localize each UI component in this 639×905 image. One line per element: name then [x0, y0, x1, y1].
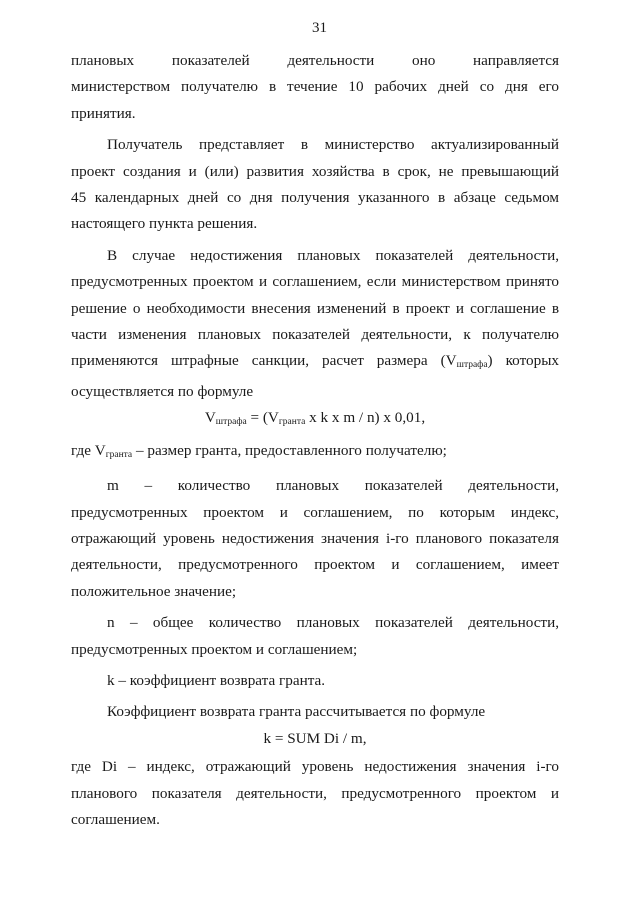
- paragraph-coefficient: [71, 699, 559, 725]
- paragraph-penalty: [71, 243, 559, 405]
- text-line: k – коэффициент возврата гранта.: [107, 671, 326, 689]
- text-line: положительное значение;: [71, 582, 237, 600]
- text-line: проект создания и (или) развития хозяйства в срок, не превышающий: [71, 162, 559, 180]
- text-fragment: где V: [71, 441, 106, 459]
- text-line: деятельности, предусмотренного проектом и соглашением, имеет: [71, 556, 559, 574]
- text-line: настоящего пункта решения.: [71, 215, 258, 233]
- subscript: штрафа: [215, 417, 247, 428]
- paragraph-where-vgrant: [71, 438, 559, 468]
- text-line: Коэффициент возврата гранта рассчитывается по формуле: [107, 703, 486, 721]
- text-line: 45 календарных дней со дня получения указанного в абзаце седьмом: [71, 189, 559, 207]
- text-line: осуществляется по формуле: [71, 382, 254, 400]
- text-line: предусмотренных проектом и соглашением, если министерством принято: [71, 273, 559, 291]
- formula-eq: = (V: [246, 409, 279, 427]
- text-line: m – количество плановых показателей деятельности,: [107, 477, 559, 495]
- text-line: В случае недостижения плановых показателей деятельности,: [107, 246, 559, 264]
- paragraph-continuation: [71, 48, 559, 127]
- text-line: решение о необходимости внесения изменений в проект и соглашение в: [71, 299, 559, 317]
- paragraph-m-definition: [71, 473, 559, 605]
- coefficient-formula: k = SUM Di / m,: [263, 729, 367, 747]
- formula-v: V: [204, 409, 216, 427]
- text-line: планового показателя деятельности, предусмотренного проектом и: [71, 784, 559, 802]
- text-fragment: ) которых: [487, 352, 560, 370]
- text-line: [71, 348, 559, 378]
- text-fragment: применяются штрафные санкции, расчет размера (V: [71, 352, 457, 370]
- text-fragment: – размер гранта, предоставленного получателю;: [132, 441, 447, 459]
- text-line: где Di – индекс, отражающий уровень недостижения значения i-го: [71, 758, 559, 776]
- text-line: n – общее количество плановых показателей деятельности,: [107, 614, 559, 632]
- text-line: отражающий уровень недостижения значения i-го планового показателя: [71, 529, 559, 547]
- text-line: принятия.: [71, 104, 136, 122]
- document-body: [71, 48, 559, 838]
- paragraph-recipient: [71, 132, 559, 238]
- paragraph-di-definition: [71, 754, 559, 833]
- subscript: гранта: [105, 449, 133, 460]
- text-line: [71, 438, 559, 468]
- text-line: соглашением.: [71, 810, 160, 828]
- text-line: предусмотренных проектом и соглашением;: [71, 640, 358, 658]
- text-line: министерством получателю в течение 10 рабочих дней со дня его: [71, 78, 559, 96]
- penalty-formula: [71, 405, 559, 435]
- text-line: предусмотренных проектом и соглашением, по которым индекс,: [71, 503, 559, 521]
- text-line: плановых показателей деятельности оно направляется: [71, 52, 559, 69]
- text-line: части изменения плановых показателей деятельности, к получателю: [71, 326, 559, 344]
- formula-rest: x k x m / n) x 0,01,: [305, 409, 426, 427]
- paragraph-n-definition: [71, 610, 559, 663]
- text-line: Получатель представляет в министерство актуализированный: [107, 136, 559, 154]
- subscript: гранта: [278, 417, 306, 428]
- paragraph-k-definition: [71, 668, 559, 694]
- page-number: 31: [312, 20, 327, 36]
- subscript: штрафа: [456, 360, 488, 371]
